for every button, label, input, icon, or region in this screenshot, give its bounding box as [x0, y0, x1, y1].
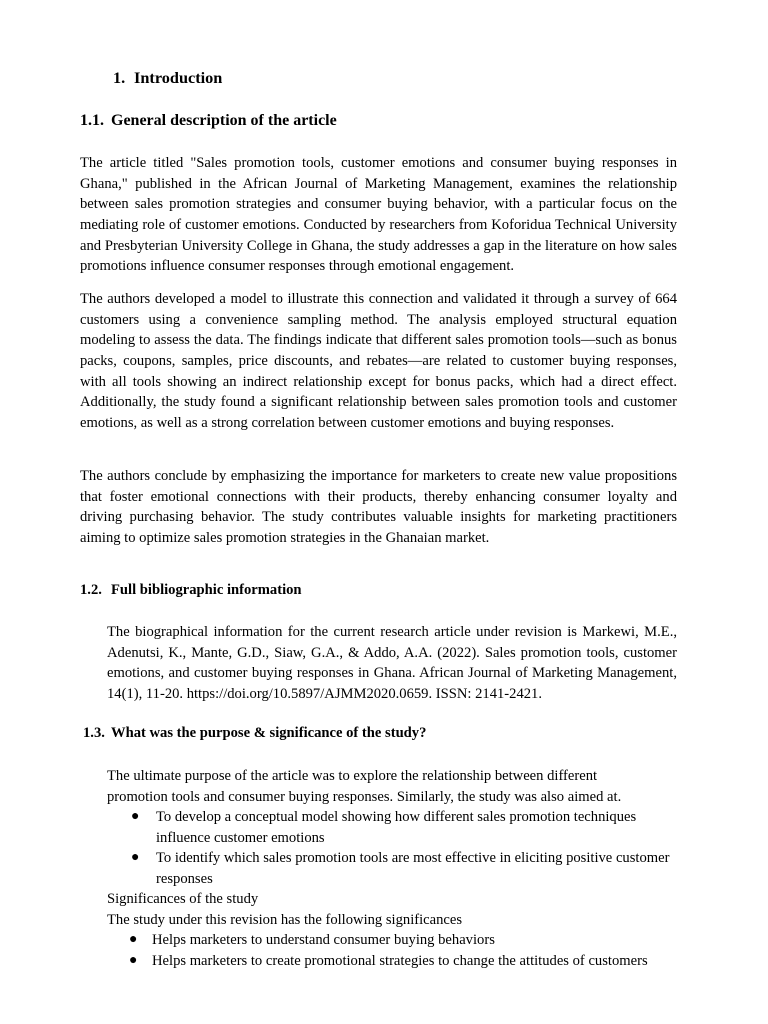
section-heading-introduction	[113, 68, 222, 88]
list-item	[131, 807, 671, 848]
bibliographic-paragraph: The biographical information for the current research article under revision is Markewi, M.E., Adenutsi, K., Mante, G.D., Siaw, G.A., & Addo, A.A. (2022). Sales promotion tools, customer emotions, and customer buying responses in Ghana. African Journal of Marketing Management, 14(1), 11-20. https://doi.org/10.5897/AJMM2020.0659. ISSN: 2141-2421.	[107, 624, 677, 702]
section-title: What was the purpose & significance of the study?	[111, 725, 427, 741]
aims-list	[131, 807, 671, 890]
section-title: Full bibliographic information	[111, 582, 302, 598]
list-item-text: To develop a conceptual model showing how different sales promotion techniques influence customer emotions	[156, 809, 637, 846]
purpose-intro-line: The ultimate purpose of the article was to explore the relationship between different	[107, 768, 598, 784]
list-item-text: Helps marketers to understand consumer buying behaviors	[152, 932, 495, 948]
section-heading-bibliographic	[80, 582, 302, 599]
list-item	[131, 848, 671, 889]
section-heading-general-description	[80, 112, 337, 130]
section-heading-purpose	[83, 725, 426, 742]
bullet-icon: ●	[129, 932, 138, 947]
section-title: General description of the article	[111, 112, 337, 129]
list-item-text: Helps marketers to create promotional strategies to change the attitudes of customers	[152, 952, 648, 969]
paragraph: The authors developed a model to illustrate this connection and validated it through a survey of 664 customers using a convenience sampling method. The analysis employed structural equation modeling to assess the data. The findings indicate that different sales promotion tools—such as bonus packs, coupons, samples, price discounts, and rebates—are related to customer buying responses, with all tools showing an indirect relationship except for bonus packs, which had a direct effect. Additionally, the study found a significant relationship between sales promotion tools and customer emotions, as well as a strong correlation between customer emotions and buying responses.	[80, 291, 677, 431]
section-number: 1.1.	[80, 112, 104, 129]
significance-heading: Significances of the study	[107, 891, 259, 907]
paragraph: The article titled "Sales promotion tools, customer emotions and consumer buying responses in Ghana," published in the African Journal of Marketing Management, examines the relationship between sales promotion strategies and consumer buying behavior, with a particular focus on the mediating role of customer emotions. Conducted by researchers from Koforidua Technical University and Presbyterian University College in Ghana, the study addresses a gap in the literature on how sales promotions influence consumer responses through emotional engagement.	[80, 155, 677, 275]
bullet-icon: ●	[131, 850, 140, 866]
bullet-icon: ●	[129, 952, 138, 968]
list-item	[129, 930, 689, 951]
list-item	[129, 951, 689, 972]
section-number: 1.2.	[80, 582, 102, 598]
paragraph: The authors conclude by emphasizing the importance for marketers to create new value propositions that foster emotional connections with their products, thereby enhancing consumer loyalty and driving purchasing behavior. The study contributes valuable insights for marketing practitioners aiming to optimize sales promotion strategies in the Ghanaian market.	[80, 468, 677, 546]
bullet-icon: ●	[131, 809, 140, 824]
section-title: Introduction	[134, 68, 223, 87]
section-number: 1.3.	[83, 725, 105, 741]
list-item-text: To identify which sales promotion tools are most effective in eliciting positive customer responses	[156, 850, 670, 887]
purpose-intro-line: promotion tools and consumer buying responses. Similarly, the study was also aimed at.	[107, 789, 622, 805]
section-number: 1.	[113, 68, 126, 87]
significance-list	[129, 930, 689, 971]
significance-intro: The study under this revision has the following significances	[107, 912, 463, 928]
